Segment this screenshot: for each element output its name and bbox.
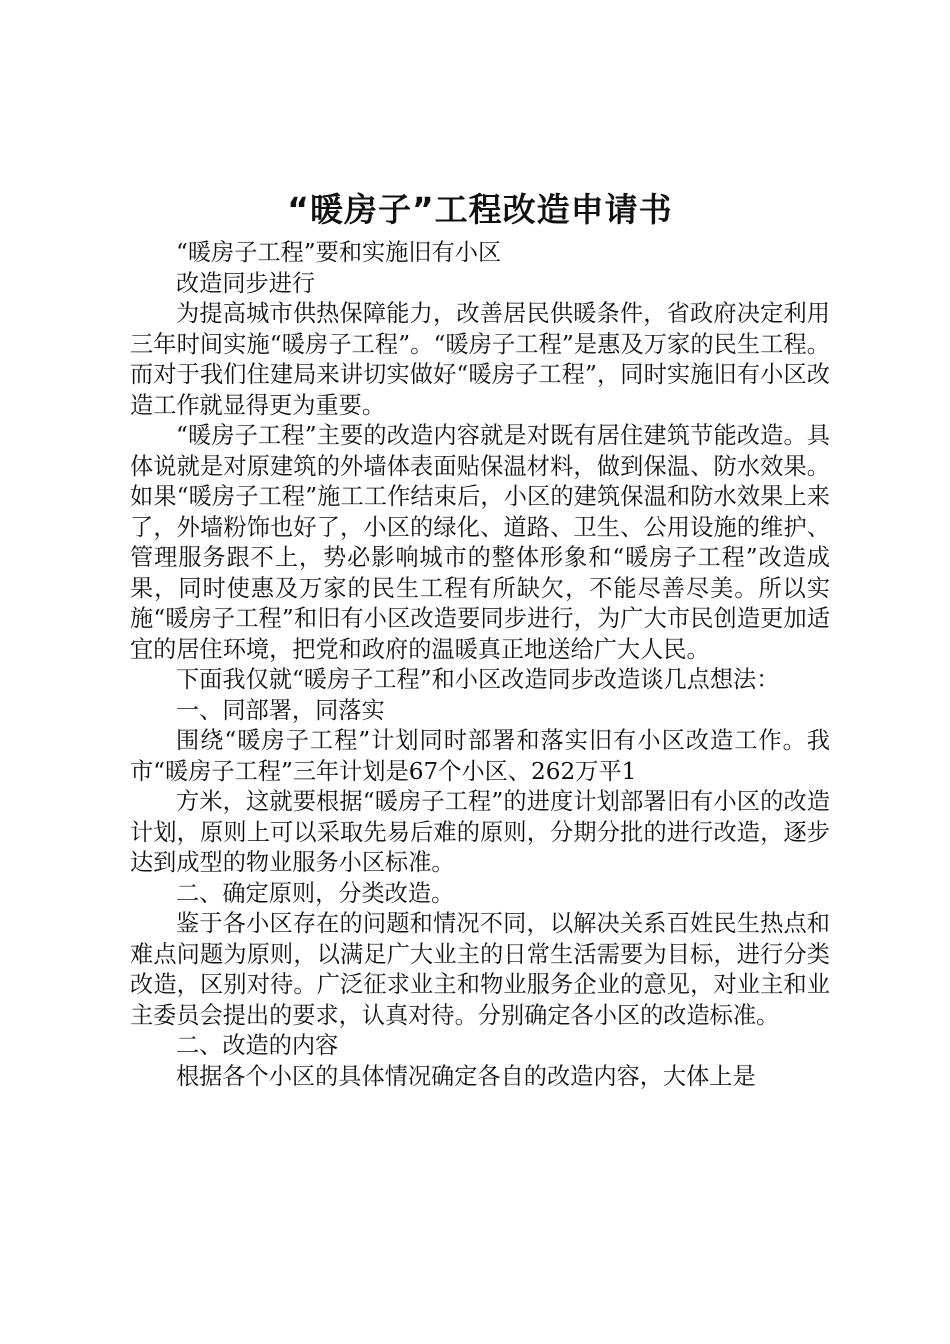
document-title: “暖房子”工程改造申请书 bbox=[287, 190, 673, 229]
paragraph-section-1a: 围绕“暖房子工程”计划同时部署和落实旧有小区改造工作。我市“暖房子工程”三年计划是67个小区、262万平1 bbox=[130, 727, 830, 785]
paragraph-ideas-lead: 下面我仅就“暖房子工程”和小区改造同步改造谈几点想法： bbox=[176, 666, 780, 693]
section-heading-2: 二、确定原则，分类改造。 bbox=[176, 879, 455, 907]
paragraph-subtitle-2: 改造同步进行 bbox=[176, 269, 316, 297]
paragraph-section-2: 鉴于各小区存在的问题和情况不同，以解决关系百姓民生热点和难点问题为原则，以满足广大业主的日常生活需要为目标，进行分类改造，区别对待。广泛征求业主和物业服务企业的意见，对业主和业主委员会提出的要求，认真对待。分别确定各小区的改造标准。 bbox=[130, 910, 830, 1029]
paragraph-section-3: 根据各个小区的具体情况确定各自的改造内容，大体上是 bbox=[176, 1062, 756, 1090]
paragraph-main-content: “暖房子工程”主要的改造内容就是对既有居住建筑节能改造。具体说就是对原建筑的外墙体表面贴保温材料，做到保温、防水效果。如果“暖房子工程”施工工作结束后，小区的建筑保温和防水效果上来了，外墙粉饰也好了，小区的绿化、道路、卫生、公用设施的维护、管理服务跟不上，势必影响城市的整体形象和“暖房子工程”改造成果，同时使惠及万家的民生工程有所缺欠，不能尽善尽美。所以实施“暖房子工程”和旧有小区改造要同步进行，为广大市民创造更加适宜的居住环境，把党和政府的温暖真正地送给广大人民。 bbox=[130, 422, 830, 663]
paragraph-intro: 为提高城市供热保障能力，改善居民供暖条件，省政府决定利用三年时间实施“暖房子工程”。“暖房子工程”是惠及万家的民生工程。而对于我们住建局来讲切实做好“暖房子工程”，同时实施旧有小区改造工作就显得更为重要。 bbox=[130, 300, 830, 419]
paragraph-subtitle-1: “暖房子工程”要和实施旧有小区 bbox=[176, 239, 502, 266]
section-heading-1: 一、同部署，同落实 bbox=[176, 696, 385, 724]
paragraph-section-1b: 方米，这就要根据“暖房子工程”的进度计划部署旧有小区的改造计划，原则上可以采取先易后难的原则，分期分批的进行改造，逐步达到成型的物业服务小区标准。 bbox=[130, 788, 830, 876]
section-heading-3: 二、改造的内容 bbox=[176, 1032, 339, 1059]
document-page bbox=[130, 186, 830, 1092]
